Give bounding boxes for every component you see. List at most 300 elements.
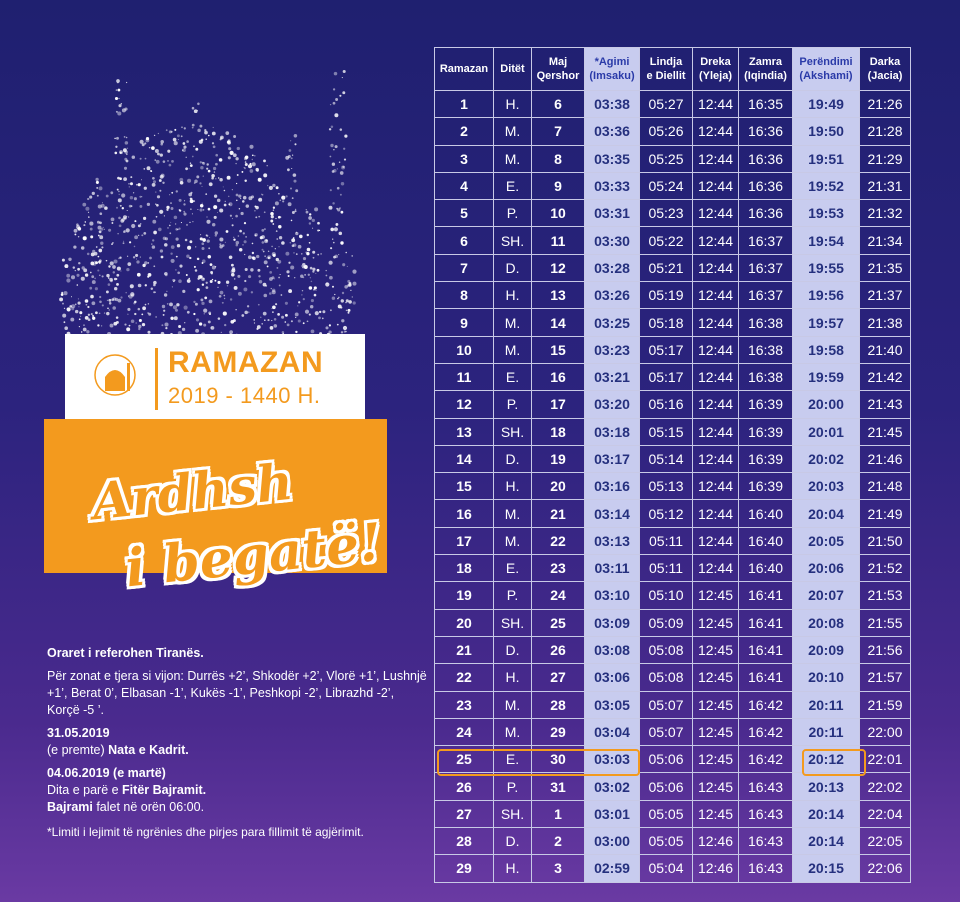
cell-ditet: E. <box>494 172 532 199</box>
cell-lindja: 05:23 <box>640 200 693 227</box>
table-row <box>435 363 911 390</box>
cell-agimi: 03:33 <box>585 172 640 199</box>
table-row <box>435 855 911 882</box>
cell-zamra: 16:39 <box>739 418 793 445</box>
cell-dreka: 12:46 <box>693 855 739 882</box>
cell-lindja: 05:21 <box>640 254 693 281</box>
cell-darka: 21:59 <box>860 691 911 718</box>
cell-dreka: 12:44 <box>693 527 739 554</box>
cell-ditet: M. <box>494 500 532 527</box>
kadr-night-iftar-highlight <box>802 749 866 776</box>
cell-perendimi: 20:08 <box>793 609 860 636</box>
cell-darka: 21:29 <box>860 145 911 172</box>
cell-ramazan: 18 <box>435 555 494 582</box>
cell-zamra: 16:36 <box>739 145 793 172</box>
cell-ditet: H. <box>494 473 532 500</box>
cell-darka: 21:56 <box>860 636 911 663</box>
cell-zamra: 16:41 <box>739 664 793 691</box>
cell-lindja: 05:11 <box>640 555 693 582</box>
cell-maj: 14 <box>532 309 585 336</box>
cell-perendimi: 20:00 <box>793 391 860 418</box>
cell-agimi: 03:01 <box>585 800 640 827</box>
cell-maj: 27 <box>532 664 585 691</box>
cell-perendimi: 19:55 <box>793 254 860 281</box>
cell-lindja: 05:19 <box>640 282 693 309</box>
cell-zamra: 16:38 <box>739 363 793 390</box>
cell-ramazan: 27 <box>435 800 494 827</box>
cell-zamra: 16:40 <box>739 555 793 582</box>
cell-zamra: 16:42 <box>739 718 793 745</box>
cell-maj: 30 <box>532 746 585 773</box>
cell-agimi: 03:10 <box>585 582 640 609</box>
cell-agimi: 03:23 <box>585 336 640 363</box>
cell-lindja: 05:10 <box>640 582 693 609</box>
cell-darka: 21:43 <box>860 391 911 418</box>
cell-perendimi: 20:09 <box>793 636 860 663</box>
cell-dreka: 12:45 <box>693 636 739 663</box>
cell-perendimi: 19:56 <box>793 282 860 309</box>
cell-zamra: 16:39 <box>739 445 793 472</box>
cell-ditet: P. <box>494 582 532 609</box>
cell-ditet: SH. <box>494 800 532 827</box>
cell-dreka: 12:44 <box>693 309 739 336</box>
cell-ramazan: 2 <box>435 118 494 145</box>
cell-maj: 28 <box>532 691 585 718</box>
cell-darka: 22:00 <box>860 718 911 745</box>
cell-ramazan: 12 <box>435 391 494 418</box>
cell-agimi: 03:16 <box>585 473 640 500</box>
table-row <box>435 391 911 418</box>
cell-maj: 16 <box>532 363 585 390</box>
cell-agimi: 03:26 <box>585 282 640 309</box>
cell-dreka: 12:44 <box>693 473 739 500</box>
cell-darka: 22:01 <box>860 746 911 773</box>
cell-agimi: 03:06 <box>585 664 640 691</box>
cell-ditet: M. <box>494 691 532 718</box>
cell-dreka: 12:45 <box>693 746 739 773</box>
cell-agimi: 03:04 <box>585 718 640 745</box>
cell-ditet: H. <box>494 664 532 691</box>
table-row <box>435 582 911 609</box>
cell-zamra: 16:40 <box>739 500 793 527</box>
table-row <box>435 227 911 254</box>
cell-zamra: 16:36 <box>739 118 793 145</box>
notes-zones: Për zonat e tjera si vijon: Durrës +2’, Shkodër +2’, Vlorë +1’, Lushnjë +1’, Berat 0’, Elbasan -1’, Kukës -1’, Peshkopi -2’, Librazhd -2’, Korçë -5 ’. <box>47 669 427 717</box>
cell-darka: 22:02 <box>860 773 911 800</box>
cell-darka: 21:40 <box>860 336 911 363</box>
cell-ditet: M. <box>494 145 532 172</box>
cell-maj: 20 <box>532 473 585 500</box>
brand-title: RAMAZAN <box>168 346 324 379</box>
cell-darka: 21:48 <box>860 473 911 500</box>
cell-ramazan: 29 <box>435 855 494 882</box>
cell-ditet: SH. <box>494 418 532 445</box>
cell-ditet: P. <box>494 200 532 227</box>
cell-perendimi: 20:11 <box>793 691 860 718</box>
cell-ditet: D. <box>494 828 532 855</box>
cell-maj: 7 <box>532 118 585 145</box>
cell-lindja: 05:12 <box>640 500 693 527</box>
table-row <box>435 473 911 500</box>
cell-agimi: 03:20 <box>585 391 640 418</box>
table-row <box>435 718 911 745</box>
cell-dreka: 12:44 <box>693 282 739 309</box>
cell-maj: 12 <box>532 254 585 281</box>
table-header-row <box>435 48 911 91</box>
cell-darka: 21:31 <box>860 172 911 199</box>
cell-ramazan: 17 <box>435 527 494 554</box>
table-row <box>435 445 911 472</box>
cell-agimi: 03:30 <box>585 227 640 254</box>
cell-lindja: 05:15 <box>640 418 693 445</box>
col-perendimi: Perëndimi (Akshami) <box>793 48 860 91</box>
cell-ditet: SH. <box>494 227 532 254</box>
table-row <box>435 555 911 582</box>
cell-lindja: 05:16 <box>640 391 693 418</box>
cell-darka: 21:55 <box>860 609 911 636</box>
cell-ramazan: 16 <box>435 500 494 527</box>
cell-ditet: H. <box>494 91 532 118</box>
cell-perendimi: 20:14 <box>793 828 860 855</box>
cell-maj: 17 <box>532 391 585 418</box>
cell-dreka: 12:45 <box>693 664 739 691</box>
cell-lindja: 05:07 <box>640 718 693 745</box>
cell-ditet: E. <box>494 746 532 773</box>
cell-ditet: M. <box>494 527 532 554</box>
cell-lindja: 05:17 <box>640 336 693 363</box>
slogan-line-2: i begatë! <box>122 511 385 600</box>
cell-lindja: 05:13 <box>640 473 693 500</box>
table-row <box>435 172 911 199</box>
cell-dreka: 12:44 <box>693 91 739 118</box>
col-darka: Darka (Jacia) <box>860 48 911 91</box>
cell-ramazan: 23 <box>435 691 494 718</box>
cell-perendimi: 20:15 <box>793 855 860 882</box>
cell-maj: 2 <box>532 828 585 855</box>
cell-lindja: 05:22 <box>640 227 693 254</box>
table-row <box>435 800 911 827</box>
cell-zamra: 16:41 <box>739 609 793 636</box>
cell-zamra: 16:43 <box>739 855 793 882</box>
sparkle-dome <box>59 70 356 336</box>
cell-zamra: 16:43 <box>739 800 793 827</box>
cell-ramazan: 3 <box>435 145 494 172</box>
col-zamra: Zamra (Iqindia) <box>739 48 793 91</box>
cell-dreka: 12:44 <box>693 391 739 418</box>
cell-lindja: 05:07 <box>640 691 693 718</box>
cell-agimi: 03:14 <box>585 500 640 527</box>
notes-date2-event: Fitër Bajramit. <box>122 783 207 797</box>
table-row <box>435 118 911 145</box>
cell-maj: 23 <box>532 555 585 582</box>
cell-ramazan: 22 <box>435 664 494 691</box>
cell-darka: 21:32 <box>860 200 911 227</box>
table-row <box>435 636 911 663</box>
cell-perendimi: 20:01 <box>793 418 860 445</box>
cell-perendimi: 20:05 <box>793 527 860 554</box>
cell-ramazan: 7 <box>435 254 494 281</box>
table-row <box>435 254 911 281</box>
cell-dreka: 12:44 <box>693 145 739 172</box>
cell-lindja: 05:06 <box>640 746 693 773</box>
cell-darka: 22:04 <box>860 800 911 827</box>
cell-perendimi: 19:52 <box>793 172 860 199</box>
table-row <box>435 145 911 172</box>
table-row <box>435 336 911 363</box>
cell-ditet: SH. <box>494 609 532 636</box>
notes-date1-event: Nata e Kadrit. <box>108 743 189 757</box>
table-row <box>435 418 911 445</box>
cell-perendimi: 19:54 <box>793 227 860 254</box>
cell-maj: 18 <box>532 418 585 445</box>
cell-zamra: 16:36 <box>739 200 793 227</box>
cell-maj: 11 <box>532 227 585 254</box>
cell-darka: 21:42 <box>860 363 911 390</box>
cell-perendimi: 20:04 <box>793 500 860 527</box>
cell-zamra: 16:39 <box>739 473 793 500</box>
cell-ramazan: 25 <box>435 746 494 773</box>
cell-ditet: D. <box>494 636 532 663</box>
cell-darka: 21:53 <box>860 582 911 609</box>
cell-lindja: 05:09 <box>640 609 693 636</box>
cell-ramazan: 26 <box>435 773 494 800</box>
cell-lindja: 05:18 <box>640 309 693 336</box>
cell-darka: 21:57 <box>860 664 911 691</box>
cell-perendimi: 20:02 <box>793 445 860 472</box>
table-row <box>435 828 911 855</box>
notes-date2-line2 <box>47 799 427 816</box>
notes-heading: Oraret i referohen Tiranës. <box>47 646 204 660</box>
table-row <box>435 200 911 227</box>
notes-date1-line <box>47 742 427 759</box>
cell-dreka: 12:44 <box>693 172 739 199</box>
cell-darka: 21:38 <box>860 309 911 336</box>
cell-maj: 13 <box>532 282 585 309</box>
cell-agimi: 03:02 <box>585 773 640 800</box>
cell-ditet: P. <box>494 773 532 800</box>
cell-lindja: 05:05 <box>640 828 693 855</box>
cell-dreka: 12:44 <box>693 336 739 363</box>
cell-lindja: 05:14 <box>640 445 693 472</box>
cell-perendimi: 20:13 <box>793 773 860 800</box>
cell-perendimi: 20:03 <box>793 473 860 500</box>
cell-lindja: 05:25 <box>640 145 693 172</box>
cell-maj: 8 <box>532 145 585 172</box>
table-row <box>435 527 911 554</box>
col-agimi: *Agimi (Imsaku) <box>585 48 640 91</box>
cell-zamra: 16:38 <box>739 336 793 363</box>
slogan-line-1: Ardhsh <box>89 451 296 532</box>
cell-dreka: 12:46 <box>693 828 739 855</box>
cell-perendimi: 20:10 <box>793 664 860 691</box>
cell-darka: 22:06 <box>860 855 911 882</box>
cell-maj: 29 <box>532 718 585 745</box>
cell-agimi: 03:21 <box>585 363 640 390</box>
cell-maj: 10 <box>532 200 585 227</box>
cell-lindja: 05:08 <box>640 636 693 663</box>
cell-ditet: P. <box>494 391 532 418</box>
cell-ditet: D. <box>494 254 532 281</box>
cell-lindja: 05:08 <box>640 664 693 691</box>
cell-dreka: 12:44 <box>693 555 739 582</box>
table-row <box>435 500 911 527</box>
cell-zamra: 16:37 <box>739 254 793 281</box>
cell-zamra: 16:41 <box>739 582 793 609</box>
cell-dreka: 12:44 <box>693 500 739 527</box>
cell-ditet: E. <box>494 555 532 582</box>
col-maj: Maj Qershor <box>532 48 585 91</box>
cell-darka: 21:52 <box>860 555 911 582</box>
table-row <box>435 309 911 336</box>
cell-agimi: 03:17 <box>585 445 640 472</box>
cell-ramazan: 21 <box>435 636 494 663</box>
cell-ramazan: 1 <box>435 91 494 118</box>
cell-ramazan: 14 <box>435 445 494 472</box>
cell-perendimi: 19:49 <box>793 91 860 118</box>
cell-darka: 21:45 <box>860 418 911 445</box>
cell-maj: 3 <box>532 855 585 882</box>
cell-perendimi: 19:51 <box>793 145 860 172</box>
table-row <box>435 773 911 800</box>
notes-date2: 04.06.2019 (e martë) <box>47 766 166 780</box>
cell-agimi: 03:18 <box>585 418 640 445</box>
table-row <box>435 91 911 118</box>
cell-dreka: 12:44 <box>693 445 739 472</box>
cell-lindja: 05:06 <box>640 773 693 800</box>
cell-dreka: 12:45 <box>693 800 739 827</box>
cell-ditet: H. <box>494 282 532 309</box>
brand-years: 2019 - 1440 H. <box>168 383 321 408</box>
notes-block <box>47 645 427 841</box>
crescent-icon <box>188 55 220 91</box>
logo-divider <box>155 348 158 410</box>
cell-lindja: 05:05 <box>640 800 693 827</box>
cell-zamra: 16:39 <box>739 391 793 418</box>
cell-zamra: 16:41 <box>739 636 793 663</box>
cell-agimi: 03:03 <box>585 746 640 773</box>
cell-maj: 6 <box>532 91 585 118</box>
cell-zamra: 16:37 <box>739 282 793 309</box>
cell-ramazan: 28 <box>435 828 494 855</box>
cell-maj: 31 <box>532 773 585 800</box>
cell-dreka: 12:45 <box>693 609 739 636</box>
cell-agimi: 03:05 <box>585 691 640 718</box>
cell-darka: 21:50 <box>860 527 911 554</box>
cell-ditet: M. <box>494 309 532 336</box>
cell-ditet: D. <box>494 445 532 472</box>
cell-ramazan: 5 <box>435 200 494 227</box>
cell-agimi: 03:11 <box>585 555 640 582</box>
cell-ramazan: 6 <box>435 227 494 254</box>
cell-maj: 21 <box>532 500 585 527</box>
cell-dreka: 12:44 <box>693 118 739 145</box>
cell-maj: 1 <box>532 800 585 827</box>
notes-bajrami-rest: falet në orën 06:00. <box>92 800 205 814</box>
cell-agimi: 03:35 <box>585 145 640 172</box>
notes-date1-pre: (e premte) <box>47 743 109 757</box>
cell-ditet: M. <box>494 118 532 145</box>
cell-darka: 21:26 <box>860 91 911 118</box>
cell-ramazan: 13 <box>435 418 494 445</box>
cell-agimi: 03:38 <box>585 91 640 118</box>
cell-agimi: 03:08 <box>585 636 640 663</box>
cell-maj: 24 <box>532 582 585 609</box>
cell-lindja: 05:11 <box>640 527 693 554</box>
cell-maj: 19 <box>532 445 585 472</box>
cell-zamra: 16:36 <box>739 172 793 199</box>
table-row <box>435 282 911 309</box>
cell-perendimi: 20:06 <box>793 555 860 582</box>
cell-perendimi: 20:12 <box>793 746 860 773</box>
cell-lindja: 05:04 <box>640 855 693 882</box>
cell-ramazan: 19 <box>435 582 494 609</box>
cell-maj: 15 <box>532 336 585 363</box>
cell-ramazan: 4 <box>435 172 494 199</box>
cell-darka: 21:34 <box>860 227 911 254</box>
cell-agimi: 03:13 <box>585 527 640 554</box>
cell-agimi: 03:00 <box>585 828 640 855</box>
cell-ramazan: 24 <box>435 718 494 745</box>
cell-ramazan: 20 <box>435 609 494 636</box>
cell-agimi: 03:31 <box>585 200 640 227</box>
mosque-logo-icon <box>93 347 141 407</box>
cell-darka: 21:28 <box>860 118 911 145</box>
cell-ditet: E. <box>494 363 532 390</box>
table-row <box>435 609 911 636</box>
notes-bajrami: Bajrami <box>47 800 93 814</box>
cell-zamra: 16:42 <box>739 691 793 718</box>
col-dreka: Dreka (Yleja) <box>693 48 739 91</box>
cell-perendimi: 20:14 <box>793 800 860 827</box>
cell-perendimi: 19:50 <box>793 118 860 145</box>
cell-perendimi: 19:57 <box>793 309 860 336</box>
cell-agimi: 02:59 <box>585 855 640 882</box>
cell-ditet: M. <box>494 336 532 363</box>
cell-dreka: 12:44 <box>693 418 739 445</box>
table-row <box>435 664 911 691</box>
cell-dreka: 12:44 <box>693 254 739 281</box>
col-ditet: Ditët <box>494 48 532 91</box>
cell-maj: 25 <box>532 609 585 636</box>
cell-dreka: 12:44 <box>693 200 739 227</box>
notes-date2-line1 <box>47 782 427 799</box>
cell-lindja: 05:24 <box>640 172 693 199</box>
cell-zamra: 16:43 <box>739 828 793 855</box>
cell-ditet: M. <box>494 718 532 745</box>
cell-perendimi: 19:58 <box>793 336 860 363</box>
notes-footnote: *Limiti i lejimit të ngrënies dhe pirjes para fillimit të agjërimit. <box>47 825 364 839</box>
col-lindja: Lindja e Diellit <box>640 48 693 91</box>
cell-lindja: 05:17 <box>640 363 693 390</box>
cell-zamra: 16:40 <box>739 527 793 554</box>
cell-ramazan: 15 <box>435 473 494 500</box>
cell-darka: 21:37 <box>860 282 911 309</box>
notes-date1: 31.05.2019 <box>47 726 110 740</box>
cell-lindja: 05:27 <box>640 91 693 118</box>
cell-dreka: 12:45 <box>693 773 739 800</box>
cell-zamra: 16:35 <box>739 91 793 118</box>
cell-darka: 21:49 <box>860 500 911 527</box>
col-ramazan: Ramazan <box>435 48 494 91</box>
cell-darka: 22:05 <box>860 828 911 855</box>
cell-darka: 21:46 <box>860 445 911 472</box>
cell-ramazan: 9 <box>435 309 494 336</box>
cell-ditet: H. <box>494 855 532 882</box>
cell-darka: 21:35 <box>860 254 911 281</box>
cell-zamra: 16:42 <box>739 746 793 773</box>
cell-agimi: 03:36 <box>585 118 640 145</box>
cell-perendimi: 19:59 <box>793 363 860 390</box>
